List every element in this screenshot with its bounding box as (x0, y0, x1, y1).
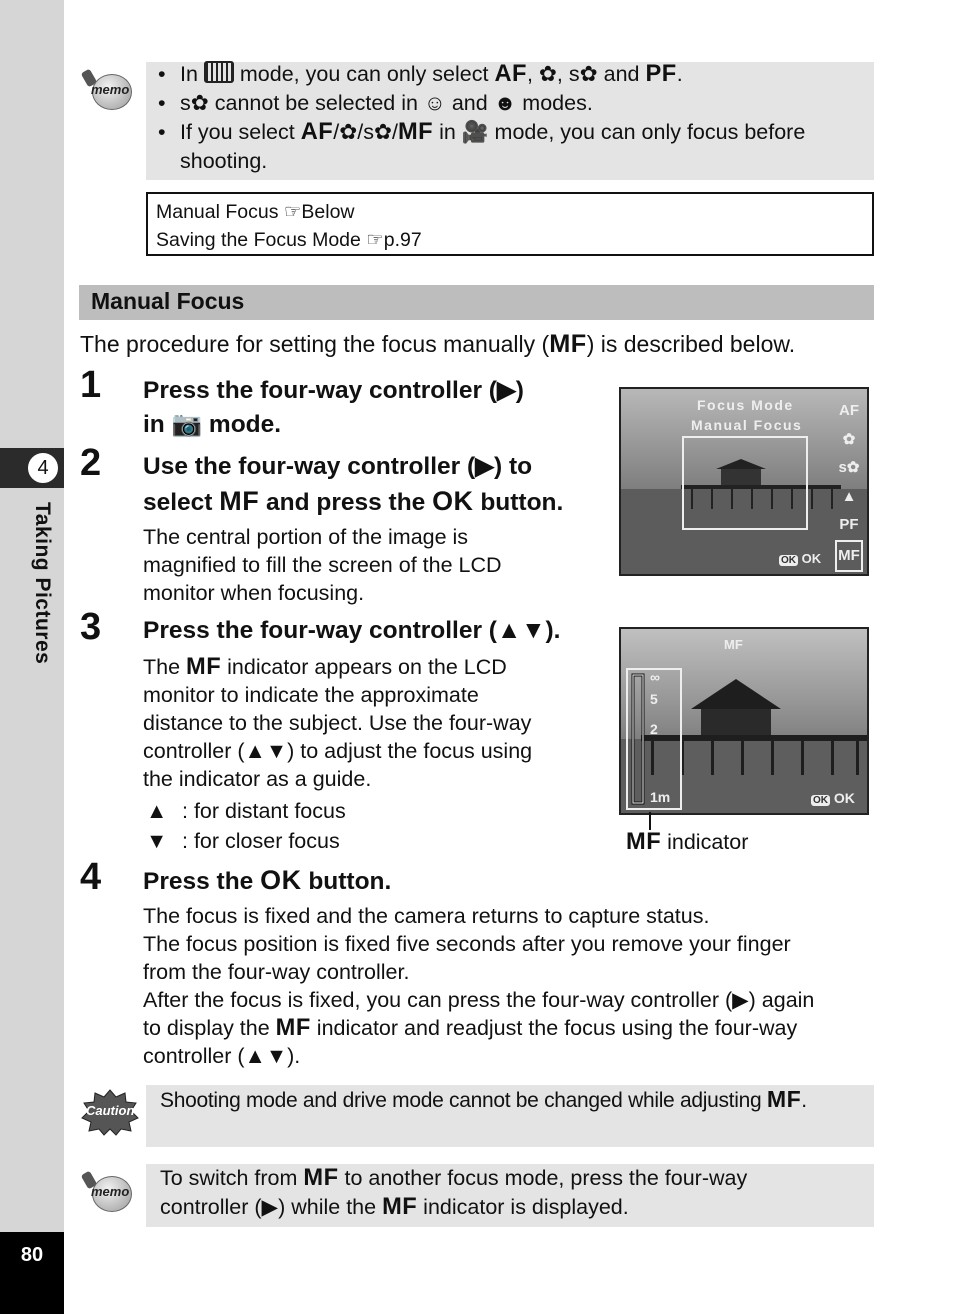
step-1-heading: Press the four-way controller (▶) in 📷 mode. (143, 377, 524, 438)
chapter-number: 4 (26, 451, 60, 485)
memo-bottom-text: To switch from MF to another focus mode, press the four-way controller (▶) while the MF indicator is displayed. (160, 1165, 748, 1220)
step-2-heading: Use the four-way controller (▶) to select MF and press the OK button. (143, 453, 564, 516)
infinity-landscape-icon: ▲ (841, 487, 857, 505)
scale-5: 5 (650, 691, 658, 707)
step-number-4: 4 (80, 856, 102, 898)
movie-mode-icon: 🎥 (461, 120, 489, 144)
lcd1-title: Focus Mode (697, 397, 794, 413)
scale-1m: 1m (650, 789, 671, 805)
step-3-keys: ▲ : for distant focus ▼ : for closer focus (146, 799, 346, 853)
lcd2-scene (621, 629, 869, 815)
camera-icon: 📷 (171, 411, 203, 438)
af-icon: AF (839, 402, 859, 419)
memo-bullet-1: • In mode, you can only select AF, ✿, s✿ and PF. (158, 60, 868, 89)
lcd1-ok-hint: OK OK (781, 551, 822, 566)
macro-icon: ✿ (842, 430, 856, 448)
reference-saving-focus-mode[interactable]: Saving the Focus Mode ☞p.97 (156, 229, 422, 251)
super-macro-icon: s✿ (180, 91, 209, 115)
super-macro-icon: s✿ (568, 62, 598, 86)
page-number: 80 (20, 1244, 44, 1266)
scale-infinity: ∞ (650, 669, 660, 685)
lcd1-mode-icons (835, 397, 863, 572)
step-number-3: 3 (80, 606, 102, 648)
reference-box (146, 192, 874, 256)
caution-text: Shooting mode and drive mode cannot be changed while adjusting MF. (160, 1086, 807, 1112)
macro-icon: ✿ (339, 120, 358, 144)
macro-icon: ✿ (538, 62, 557, 86)
reference-arrow-icon: ☞ (283, 201, 302, 223)
kids-mode-icon: ☺ (423, 91, 446, 115)
mf-indicator-caption: MF indicator (626, 829, 749, 855)
lcd1-subtitle: Manual Focus (691, 417, 803, 433)
memo-icon: memo (82, 1172, 132, 1212)
super-macro-icon: s✿ (838, 459, 860, 476)
reference-manual-focus[interactable]: Manual Focus ☞Below (156, 201, 355, 223)
step-4-heading: Press the OK button. (143, 865, 392, 895)
memo-icon: memo (82, 70, 132, 110)
step-number-2: 2 (80, 442, 102, 484)
mf-icon: MF (835, 540, 863, 573)
reference-arrow-icon: ☞ (366, 229, 384, 251)
scale-2: 2 (650, 721, 658, 737)
step-3-heading: Press the four-way controller (▲▼). (143, 617, 561, 644)
super-macro-icon: s✿ (363, 120, 392, 144)
intro-text: The procedure for setting the focus manually (MF) is described below. (80, 330, 796, 358)
caution-icon: Caution (80, 1088, 140, 1136)
pet-mode-icon: ☻ (493, 91, 517, 115)
grid-mode-icon (204, 61, 234, 83)
step-4-body: The focus is fixed and the camera returns to capture status. The focus position is fixed five seconds after you remove your finger from the four-way controller. After the focus is fixed, you can press the four-way controller (▶) again to display the MF indicator and readjust the focus using the four-way controller (▲▼). (143, 904, 815, 1068)
memo-bullet-2: • s✿ cannot be selected in ☺ and ☻ modes. (158, 89, 868, 118)
step-number-1: 1 (80, 364, 102, 406)
memo-bullet-3: • If you select AF/✿/s✿/MF in 🎥 mode, you can only focus before shooting. (158, 118, 868, 176)
lcd-screen-mf-indicator (619, 627, 869, 815)
lcd2-ok-hint: OK OK (813, 790, 855, 806)
pf-icon: PF (839, 516, 859, 533)
memo-bullets (158, 60, 868, 176)
step-2-body: The central portion of the image is magnified to fill the screen of the LCD monitor when focusing. (143, 525, 502, 605)
lcd2-mf-label: MF (724, 637, 743, 652)
section-title: Manual Focus (91, 288, 245, 314)
step-3-body: The MF indicator appears on the LCD monitor to indicate the approximate distance to the subject. Use the four-way controller (▲▼) to adjust the focus using the indicator as a guide. (143, 654, 533, 791)
lcd-screen-focus-mode (619, 387, 869, 576)
chapter-title: Taking Pictures (31, 502, 54, 665)
